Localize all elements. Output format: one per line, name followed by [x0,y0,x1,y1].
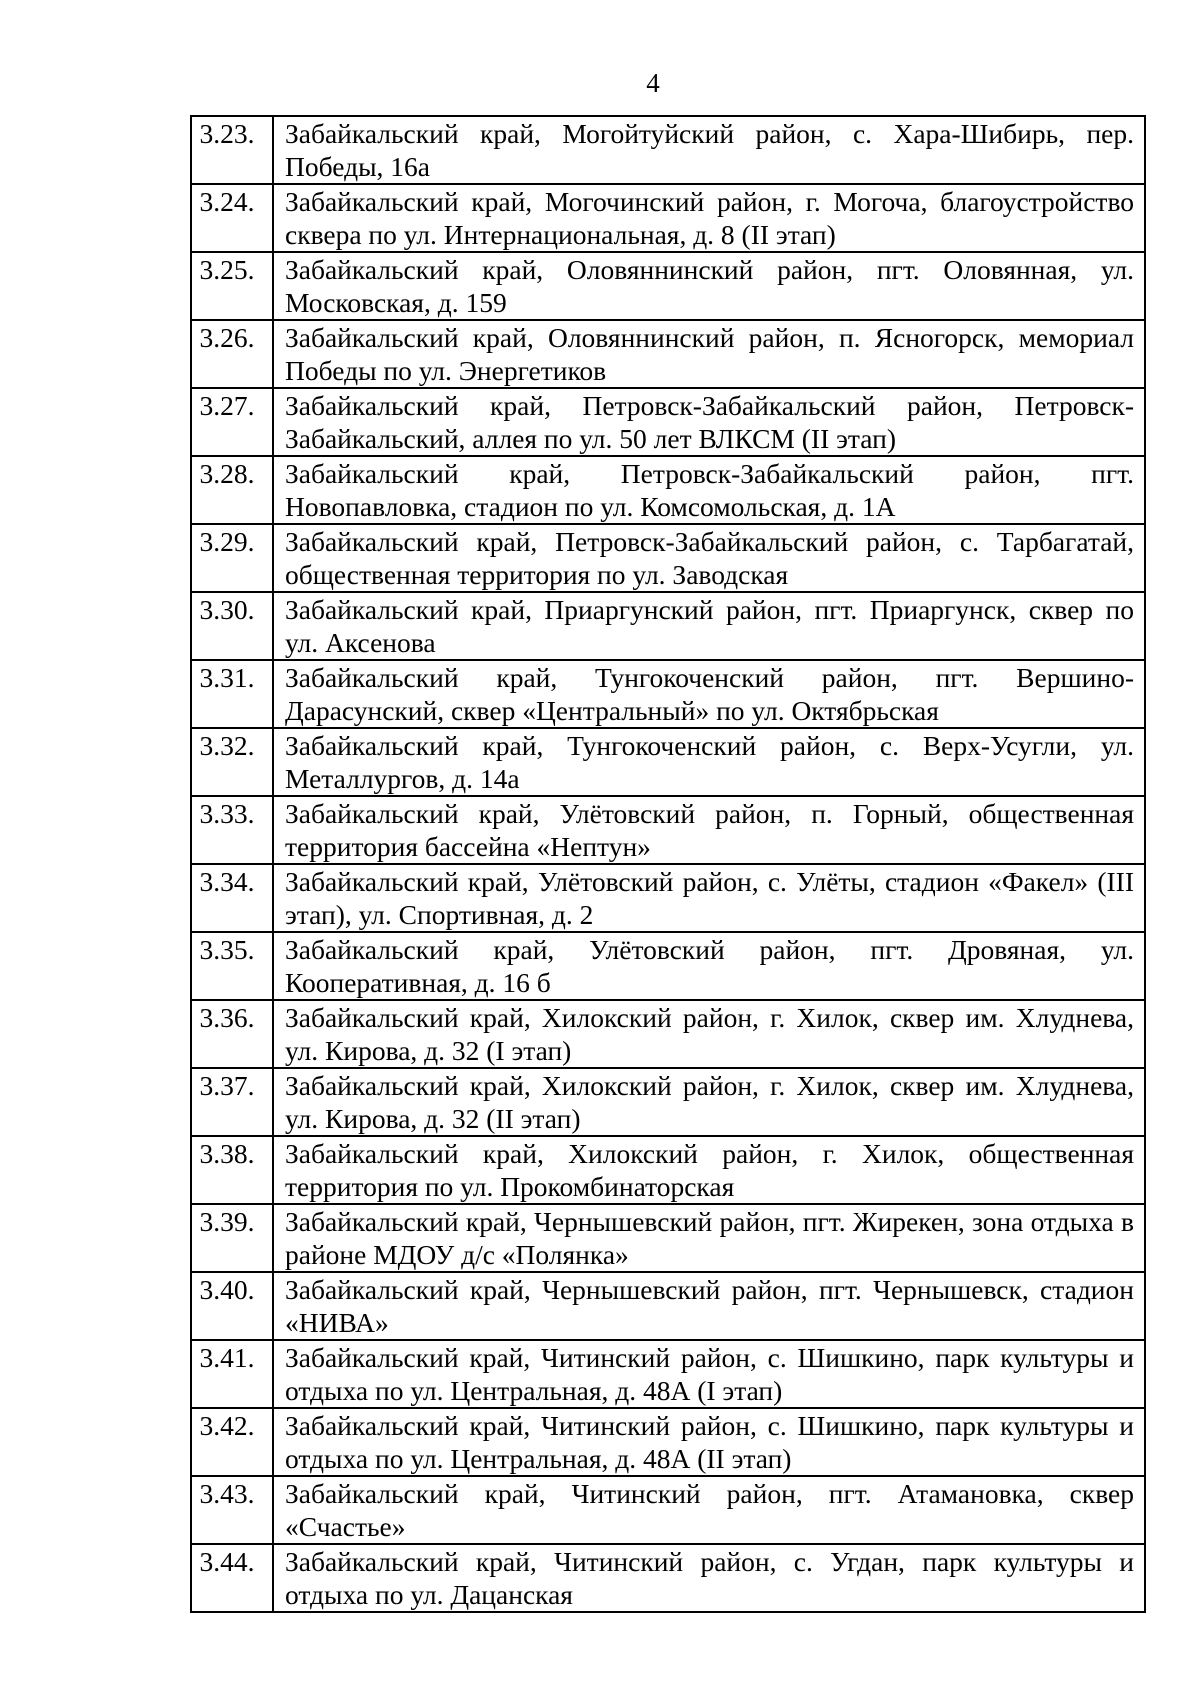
row-address: Забайкальский край, Чернышевский район, пгт. Жирекен, зона отдыха в районе МДОУ д/с «Полянка» [273,1204,1145,1272]
row-address: Забайкальский край, Улётовский район, пгт. Дровяная, ул. Кооперативная, д. 16 б [273,932,1145,1000]
row-number: 3.27. [191,388,273,456]
row-address: Забайкальский край, Читинский район, пгт. Атамановка, сквер «Счастье» [273,1476,1145,1544]
row-number: 3.38. [191,1136,273,1204]
row-address: Забайкальский край, Улётовский район, с. Улёты, стадион «Факел» (III этап), ул. Спортивная, д. 2 [273,864,1145,932]
table-row [191,796,1145,864]
row-number: 3.41. [191,1340,273,1408]
objects-table [190,115,1146,1613]
row-number: 3.42. [191,1408,273,1476]
row-address: Забайкальский край, Могойтуйский район, с. Хара-Шибирь, пер. Победы, 16а [273,116,1145,184]
table-row [191,1544,1145,1612]
table-row [191,592,1145,660]
row-number: 3.32. [191,728,273,796]
table-row [191,252,1145,320]
table-row [191,388,1145,456]
row-address: Забайкальский край, Оловяннинский район, пгт. Оловянная, ул. Московская, д. 159 [273,252,1145,320]
table-row [191,1204,1145,1272]
row-address: Забайкальский край, Тунгокоченский район, пгт. Вершино-Дарасунский, сквер «Центральный» по ул. Октябрьская [273,660,1145,728]
row-address: Забайкальский край, Петровск-Забайкальский район, пгт. Новопавловка, стадион по ул. Комсомольская, д. 1А [273,456,1145,524]
table-row [191,1068,1145,1136]
row-number: 3.31. [191,660,273,728]
row-address: Забайкальский край, Петровск-Забайкальский район, Петровск-Забайкальский, аллея по ул. 50 лет ВЛКСМ (II этап) [273,388,1145,456]
row-address: Забайкальский край, Хилокский район, г. Хилок, сквер им. Хлуднева, ул. Кирова, д. 32 (II этап) [273,1068,1145,1136]
row-address: Забайкальский край, Приаргунский район, пгт. Приаргунск, сквер по ул. Аксенова [273,592,1145,660]
table-row [191,864,1145,932]
row-number: 3.43. [191,1476,273,1544]
table-row [191,1408,1145,1476]
table-row [191,184,1145,252]
row-number: 3.44. [191,1544,273,1612]
table-body [191,116,1145,1612]
row-number: 3.33. [191,796,273,864]
table-row [191,1340,1145,1408]
page-number: 4 [646,68,660,98]
table-row [191,116,1145,184]
table-row [191,1272,1145,1340]
row-number: 3.37. [191,1068,273,1136]
row-address: Забайкальский край, Тунгокоченский район, с. Верх-Усугли, ул. Металлургов, д. 14а [273,728,1145,796]
row-number: 3.25. [191,252,273,320]
row-address: Забайкальский край, Оловяннинский район, п. Ясногорск, мемориал Победы по ул. Энергетиков [273,320,1145,388]
row-address: Забайкальский край, Читинский район, с. Шишкино, парк культуры и отдыха по ул. Центральная, д. 48А (II этап) [273,1408,1145,1476]
table-row [191,1476,1145,1544]
table-row [191,660,1145,728]
row-address: Забайкальский край, Петровск-Забайкальский район, с. Тарбагатай, общественная территория по ул. Заводская [273,524,1145,592]
row-number: 3.29. [191,524,273,592]
row-number: 3.36. [191,1000,273,1068]
row-number: 3.28. [191,456,273,524]
row-number: 3.30. [191,592,273,660]
row-number: 3.23. [191,116,273,184]
row-address: Забайкальский край, Читинский район, с. Угдан, парк культуры и отдыха по ул. Дацанская [273,1544,1145,1612]
table-row [191,728,1145,796]
table-row [191,1000,1145,1068]
table-row [191,456,1145,524]
table-row [191,524,1145,592]
row-address: Забайкальский край, Читинский район, с. Шишкино, парк культуры и отдыха по ул. Центральная, д. 48А (I этап) [273,1340,1145,1408]
row-number: 3.39. [191,1204,273,1272]
row-address: Забайкальский край, Могочинский район, г. Могоча, благоустройство сквера по ул. Интернациональная, д. 8 (II этап) [273,184,1145,252]
row-address: Забайкальский край, Чернышевский район, пгт. Чернышевск, стадион «НИВА» [273,1272,1145,1340]
row-number: 3.26. [191,320,273,388]
table-row [191,1136,1145,1204]
table-row [191,320,1145,388]
row-address: Забайкальский край, Хилокский район, г. Хилок, сквер им. Хлуднева, ул. Кирова, д. 32 (I этап) [273,1000,1145,1068]
row-number: 3.40. [191,1272,273,1340]
row-number: 3.24. [191,184,273,252]
row-number: 3.35. [191,932,273,1000]
row-number: 3.34. [191,864,273,932]
row-address: Забайкальский край, Хилокский район, г. Хилок, общественная территория по ул. Прокомбинаторская [273,1136,1145,1204]
row-address: Забайкальский край, Улётовский район, п. Горный, общественная территория бассейна «Нептун» [273,796,1145,864]
table-row [191,932,1145,1000]
